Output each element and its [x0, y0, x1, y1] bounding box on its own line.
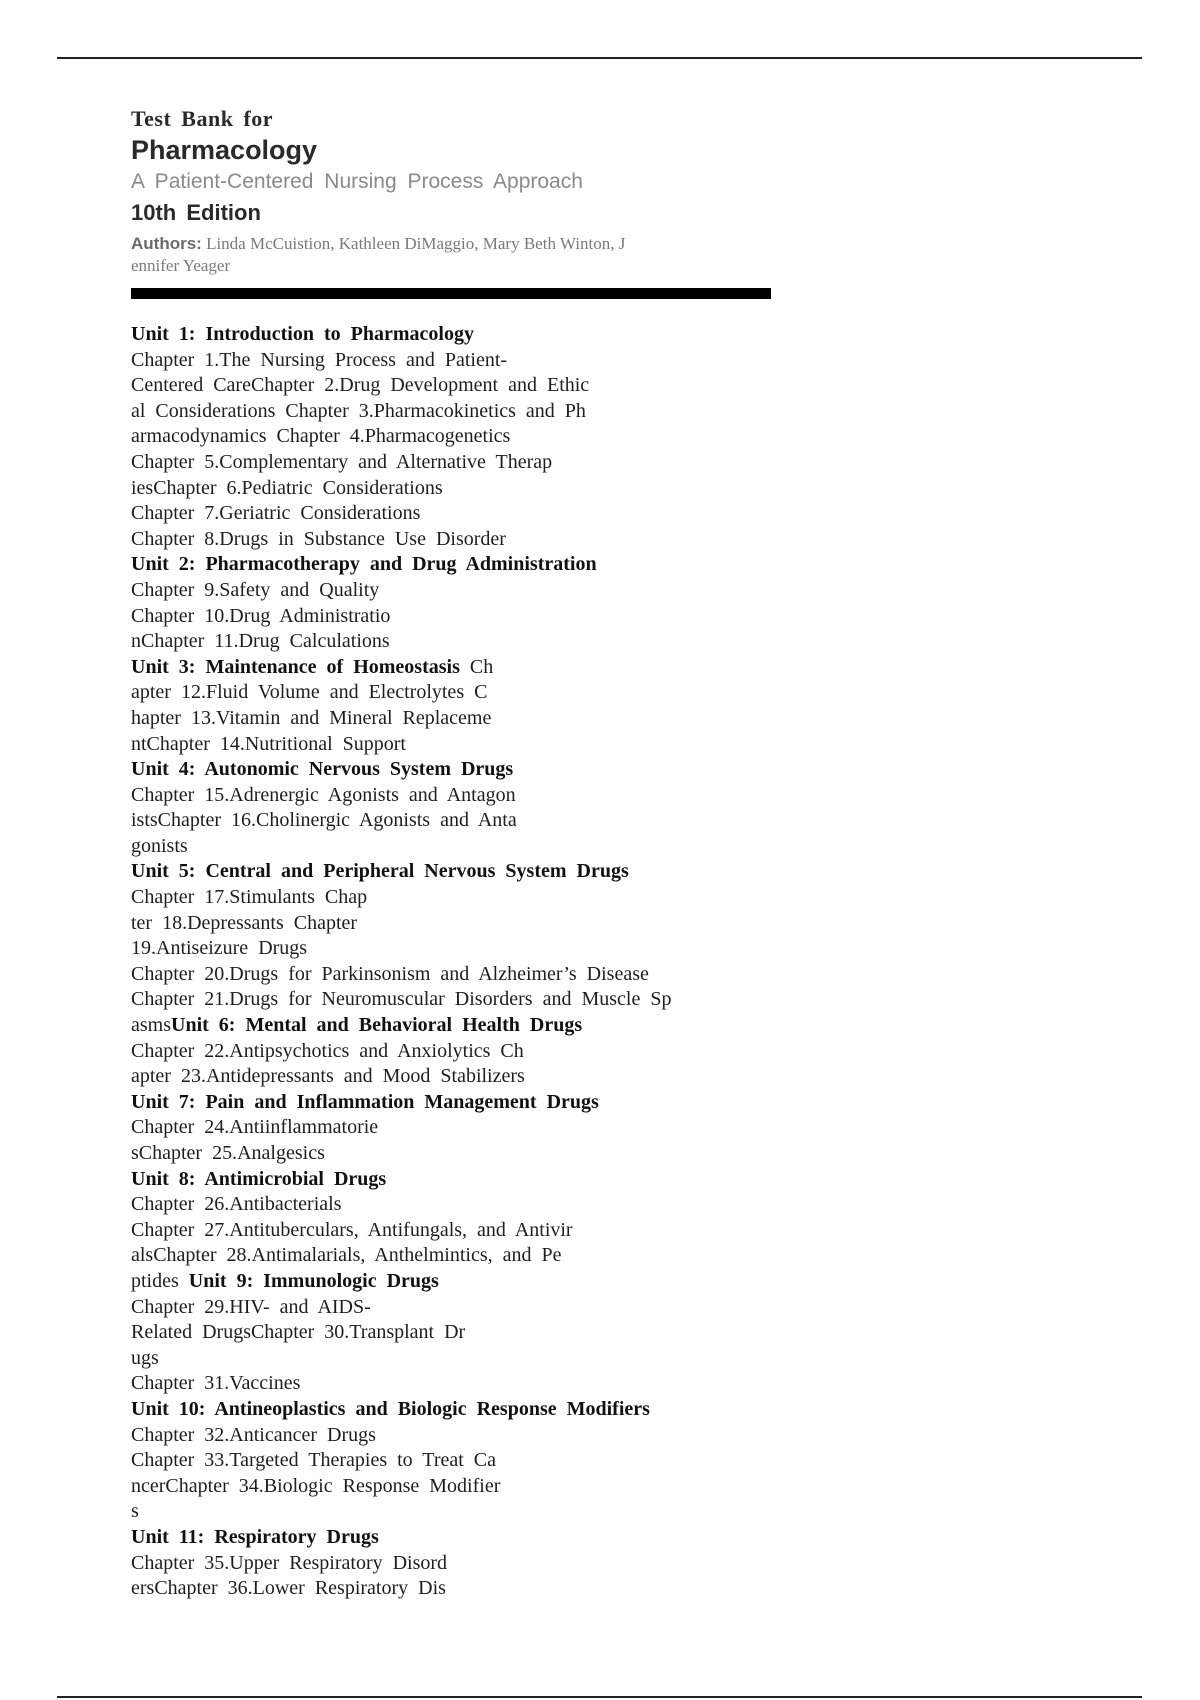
- toc-line: [131, 1551, 771, 1577]
- toc-line: [131, 578, 771, 604]
- document-body: [131, 106, 771, 1602]
- toc-line: [131, 834, 771, 860]
- toc-chapter-text: armacodynamics Chapter 4.Pharmacogenetics: [131, 425, 511, 448]
- toc-line: [131, 1525, 771, 1551]
- toc-chapter-text: Chapter 9.Safety and Quality: [131, 578, 380, 601]
- toc-chapter-text: iesChapter 6.Pediatric Considerations: [131, 476, 443, 499]
- toc-chapter-text: Chapter 29.HIV- and AIDS-: [131, 1295, 371, 1318]
- toc-chapter-text: Chapter 26.Antibacterials: [131, 1193, 342, 1216]
- toc-chapter-text: Related DrugsChapter 30.Transplant Dr: [131, 1321, 466, 1344]
- toc-line: [131, 552, 771, 578]
- toc-chapter-text: Chapter 32.Anticancer Drugs: [131, 1423, 376, 1446]
- toc-line: [131, 1474, 771, 1500]
- toc-line: [131, 1320, 771, 1346]
- header-divider: [131, 288, 771, 299]
- toc-line: [131, 476, 771, 502]
- toc-line: [131, 936, 771, 962]
- toc-chapter-text: ugs: [131, 1346, 159, 1369]
- toc-line: [131, 1423, 771, 1449]
- toc-chapter-text: ncerChapter 34.Biologic Response Modifier: [131, 1474, 501, 1497]
- pre-title: Test Bank for: [131, 106, 274, 131]
- toc-line: [131, 527, 771, 553]
- authors-line2: ennifer Yeager: [131, 256, 231, 275]
- toc-line: [131, 783, 771, 809]
- toc-chapter-text: al Considerations Chapter 3.Pharmacokinetics and Ph: [131, 399, 586, 422]
- toc-line: [131, 1397, 771, 1423]
- toc-line: [131, 962, 771, 988]
- toc-unit-heading: Unit 7: Pain and Inflammation Management Drugs: [131, 1090, 599, 1113]
- toc-line: [131, 655, 771, 681]
- toc-chapter-text: Chapter 31.Vaccines: [131, 1372, 301, 1395]
- toc-unit-heading: Unit 9: Immunologic Drugs: [188, 1269, 439, 1292]
- toc-chapter-text: Chapter 22.Antipsychotics and Anxiolytics Ch: [131, 1039, 524, 1062]
- toc-line: [131, 680, 771, 706]
- toc-line: [131, 1499, 771, 1525]
- toc-chapter-text: Chapter 17.Stimulants Chap: [131, 886, 368, 909]
- toc-line: [131, 1192, 771, 1218]
- toc-chapter-text: Chapter 1.The Nursing Process and Patient-: [131, 348, 508, 371]
- toc-line: [131, 808, 771, 834]
- toc-line: [131, 706, 771, 732]
- toc-line: [131, 987, 771, 1013]
- toc-chapter-text: Chapter 20.Drugs for Parkinsonism and Alzheimer’s Disease: [131, 962, 649, 985]
- toc-unit-heading: Unit 10: Antineoplastics and Biologic Response Modifiers: [131, 1397, 650, 1420]
- toc-line: [131, 732, 771, 758]
- toc-chapter-text: Chapter 27.Antituberculars, Antifungals, and Antivir: [131, 1218, 573, 1241]
- toc-line: [131, 1295, 771, 1321]
- toc-unit-heading: Unit 8: Antimicrobial Drugs: [131, 1167, 387, 1190]
- authors-block: [131, 233, 773, 277]
- toc-line: [131, 1346, 771, 1372]
- toc-line: [131, 424, 771, 450]
- toc-line: [131, 501, 771, 527]
- toc-line: [131, 1013, 771, 1039]
- toc-unit-heading: Unit 2: Pharmacotherapy and Drug Administration: [131, 553, 597, 576]
- toc-chapter-text: Ch: [459, 655, 494, 678]
- toc-unit-heading: Unit 3: Maintenance of Homeostasis: [131, 655, 460, 678]
- toc-chapter-text: ntChapter 14.Nutritional Support: [131, 732, 406, 755]
- toc-line: [131, 373, 771, 399]
- toc-unit-heading: Unit 4: Autonomic Nervous System Drugs: [131, 758, 514, 781]
- book-title: Pharmacology: [131, 135, 318, 165]
- toc-line: [131, 1064, 771, 1090]
- toc-chapter-text: Chapter 33.Targeted Therapies to Treat Ca: [131, 1449, 496, 1472]
- toc-chapter-text: Chapter 35.Upper Respiratory Disord: [131, 1551, 448, 1574]
- bottom-rule: [57, 1696, 1142, 1698]
- toc-line: [131, 1115, 771, 1141]
- toc-chapter-text: nChapter 11.Drug Calculations: [131, 630, 390, 653]
- toc-chapter-text: apter 23.Antidepressants and Mood Stabilizers: [131, 1065, 525, 1088]
- toc-line: [131, 399, 771, 425]
- toc-line: [131, 1039, 771, 1065]
- toc-chapter-text: Chapter 24.Antiinflammatorie: [131, 1116, 379, 1139]
- toc-chapter-text: s: [131, 1500, 139, 1523]
- toc-line: [131, 859, 771, 885]
- toc-chapter-text: hapter 13.Vitamin and Mineral Replaceme: [131, 706, 492, 729]
- authors-label: Authors:: [131, 234, 202, 253]
- toc-chapter-text: gonists: [131, 834, 188, 857]
- authors-line1: Linda McCuistion, Kathleen DiMaggio, Mary Beth Winton, J: [206, 234, 626, 253]
- toc-chapter-text: Chapter 10.Drug Administratio: [131, 604, 391, 627]
- toc-line: [131, 1141, 771, 1167]
- toc-line: [131, 450, 771, 476]
- toc-chapter-text: alsChapter 28.Antimalarials, Anthelmintics, and Pe: [131, 1244, 562, 1267]
- toc-line: [131, 1269, 771, 1295]
- toc-chapter-text: ersChapter 36.Lower Respiratory Dis: [131, 1577, 446, 1600]
- toc-chapter-text: Chapter 15.Adrenergic Agonists and Antagon: [131, 783, 516, 806]
- toc-line: [131, 1576, 771, 1602]
- toc-line: [131, 629, 771, 655]
- toc-line: [131, 604, 771, 630]
- toc-line: [131, 757, 771, 783]
- toc-chapter-text: ptides: [131, 1269, 189, 1292]
- toc-unit-heading: Unit 6: Mental and Behavioral Health Drugs: [171, 1014, 583, 1037]
- toc-chapter-text: Chapter 5.Complementary and Alternative Therap: [131, 450, 553, 473]
- toc-chapter-text: sChapter 25.Analgesics: [131, 1142, 325, 1164]
- toc-unit-heading: Unit 1: Introduction to Pharmacology: [131, 323, 474, 345]
- book-subtitle: A Patient-Centered Nursing Process Approach: [131, 170, 583, 193]
- toc-line: [131, 1243, 771, 1269]
- top-rule: [57, 57, 1142, 59]
- toc-unit-heading: Unit 11: Respiratory Drugs: [131, 1525, 379, 1548]
- toc-line: [131, 348, 771, 374]
- toc-line: [131, 911, 771, 937]
- toc-chapter-text: Centered CareChapter 2.Drug Development and Ethic: [131, 374, 590, 397]
- toc-line: [131, 1371, 771, 1397]
- toc-chapter-text: ter 18.Depressants Chapter: [131, 911, 358, 934]
- toc-line: [131, 1448, 771, 1474]
- toc-line: [131, 1218, 771, 1244]
- table-of-contents: [131, 322, 771, 1602]
- toc-chapter-text: Chapter 21.Drugs for Neuromuscular Disorders and Muscle Sp: [131, 988, 672, 1011]
- toc-chapter-text: Chapter 7.Geriatric Considerations: [131, 502, 421, 525]
- toc-line: [131, 1090, 771, 1116]
- toc-chapter-text: istsChapter 16.Cholinergic Agonists and Anta: [131, 809, 517, 832]
- toc-unit-heading: Unit 5: Central and Peripheral Nervous System Drugs: [131, 860, 629, 883]
- book-edition: 10th Edition: [131, 200, 261, 225]
- toc-chapter-text: Chapter 8.Drugs in Substance Use Disorder: [131, 527, 506, 550]
- toc-line: [131, 322, 771, 348]
- toc-chapter-text: asms: [131, 1014, 171, 1037]
- toc-chapter-text: apter 12.Fluid Volume and Electrolytes C: [131, 681, 488, 704]
- toc-line: [131, 885, 771, 911]
- toc-line: [131, 1167, 771, 1193]
- toc-chapter-text: 19.Antiseizure Drugs: [131, 937, 308, 960]
